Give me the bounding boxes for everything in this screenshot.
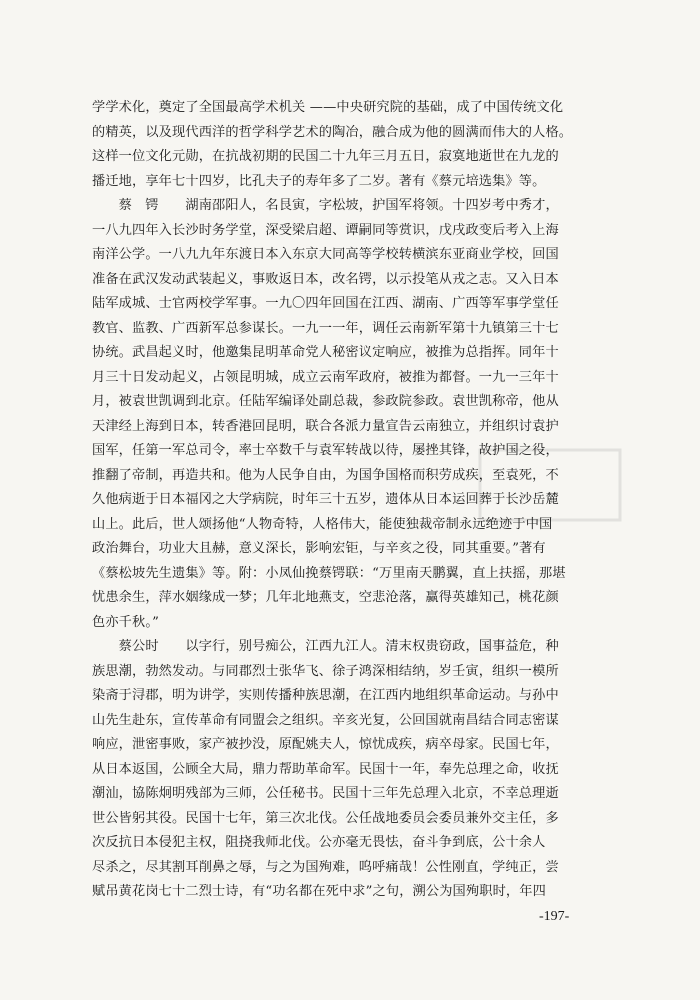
- text-line: 天津经上海到日本，转香港回昆明，联合各派力量宣告云南独立，并组织讨袁护: [92, 418, 559, 434]
- text-line: 播迁地，享年七十四岁，比孔夫子的寿年多了二岁。著有《蔡元培选集》等。: [92, 173, 546, 189]
- text-line: 山先生赴东，宣传革命有同盟会之组织。辛亥光复，公回国就南昌结合同志密谋: [92, 712, 559, 728]
- text-line: 《蔡松坡先生遗集》等。附：小凤仙挽蔡锷联：“万里南天鹏翼，直上扶摇，那堪: [92, 565, 566, 581]
- text-line: 协统。武昌起义时，他邀集昆明革命党人秘密议定响应，被推为总指挥。同年十: [92, 345, 559, 360]
- text-line: 南洋公学。一八九九年东渡日本入东京大同高等学校转横滨东亚商业学校，回国: [92, 247, 559, 262]
- text-line: 国军，任第一军总司令，率士卒数千与袁军转战以待，屡挫其锋，故护国之役，: [92, 443, 559, 458]
- text-line: 从日本返国，公顾全大局，鼎力帮助革命军。民国十一年，奉先总理之命，收抚: [92, 761, 559, 777]
- text-line: 赋吊黄花岗七十二烈士诗，有“功名都在死中求”之句，溯公为国殉职时，年四: [92, 884, 546, 899]
- text-line: 政治舞台，功业大且赫，意义深长，影响宏钜，与辛亥之役，同其重要。”著有: [92, 541, 546, 556]
- text-line: 忧患余生，萍水姻缘成一梦；几年北地燕支，空悲沧落，赢得英雄知己，桃花颜: [92, 590, 559, 605]
- text-line: 月三十日发动起义，占领昆明城，成立云南军政府，被推为都督。一九一三年十: [92, 369, 559, 385]
- text-line: 推翻了帝制，再造共和。他为人民争自由，为国争国格而积劳成疾，至袁死，不: [92, 467, 559, 483]
- text-line: 响应，泄密事败，家产被抄没，原配姚夫人，惊忧成疾，病卒母家。民国七年，: [92, 737, 559, 752]
- text-line: 教官、监教、广西新军总参谋长。一九一一年，调任云南新军第十九镇第三十七: [92, 320, 559, 336]
- text-line: 尽杀之，尽其割耳削鼻之辱，与之为国殉难，呜呼痛哉！公性刚直，学纯正，尝: [92, 859, 559, 875]
- text-line: 世公皆躬其役。民国十七年，第三次北伐。公任战地委员会委员兼外交主任，多: [92, 810, 559, 826]
- text-line: 染斋于浔郡，明为讲学，实则传播种族思潮，在江西内地组织革命运动。与孙中: [92, 688, 559, 703]
- text-line: 学学术化，奠定了全国最高学术机关 ——中央研究院的基础，成了中国传统文化: [92, 100, 564, 115]
- text-line: 久他病逝于日本福冈之大学病院，时年三十五岁，遗体从日本运回葬于长沙岳麓: [92, 492, 559, 507]
- text-line: 陆军成城、士官两校学军事。一九〇四年回国在江西、湖南、广西等军事学堂任: [92, 296, 559, 311]
- text-line: 准备在武汉发动武装起义，事败返日本，改名锷，以示投笔从戎之志。又入日本: [92, 271, 559, 287]
- text-line: 潮汕，協陈炯明残部为三师，公任秘书。民国十三年先总理入北京，不幸总理逝: [92, 786, 559, 801]
- text-line: 山上。此后，世人颂扬他“人物奇特，人格伟大，能使独裁帝制永远绝迹于中国: [92, 516, 553, 532]
- text-line: 蔡公时 以字行，别号痴公，江西九江人。清末权贵窃政，国事益危，种: [92, 639, 559, 654]
- text-line: 一八九四年入长沙时务学堂，深受梁启超、谭嗣同等赏识，戊戌政变后考入上海: [92, 222, 559, 238]
- text-line: 这样一位文化元勋，在抗战初期的民国二十九年三月五日，寂寞地逝世在九龙的: [92, 149, 559, 164]
- text-line: 月，被袁世凯调到北京。任陆军编译处副总裁，参政院参政。袁世凯称帝，他从: [92, 394, 559, 409]
- text-line: 的精英，以及现代西洋的哲学科学艺术的陶冶，融合成为他的圆满而伟大的人格。: [92, 124, 573, 140]
- text-line: 色亦千秋。”: [92, 614, 159, 630]
- page-number: -197-: [539, 909, 570, 924]
- text-line: 族思潮，勃然发动。与同郡烈士张华飞、徐子鸿深相结纳，岁壬寅，组织一模所: [92, 663, 559, 679]
- text-line: 蔡 锷 湖南邵阳人，名艮寅，字松坡，护国军将领。十四岁考中秀才，: [92, 198, 559, 213]
- text-line: 次反抗日本侵犯主权，阻挠我师北伐。公亦毫无畏怯，奋斗争到底，公十余人: [92, 835, 546, 850]
- watermark-icon: [470, 440, 630, 530]
